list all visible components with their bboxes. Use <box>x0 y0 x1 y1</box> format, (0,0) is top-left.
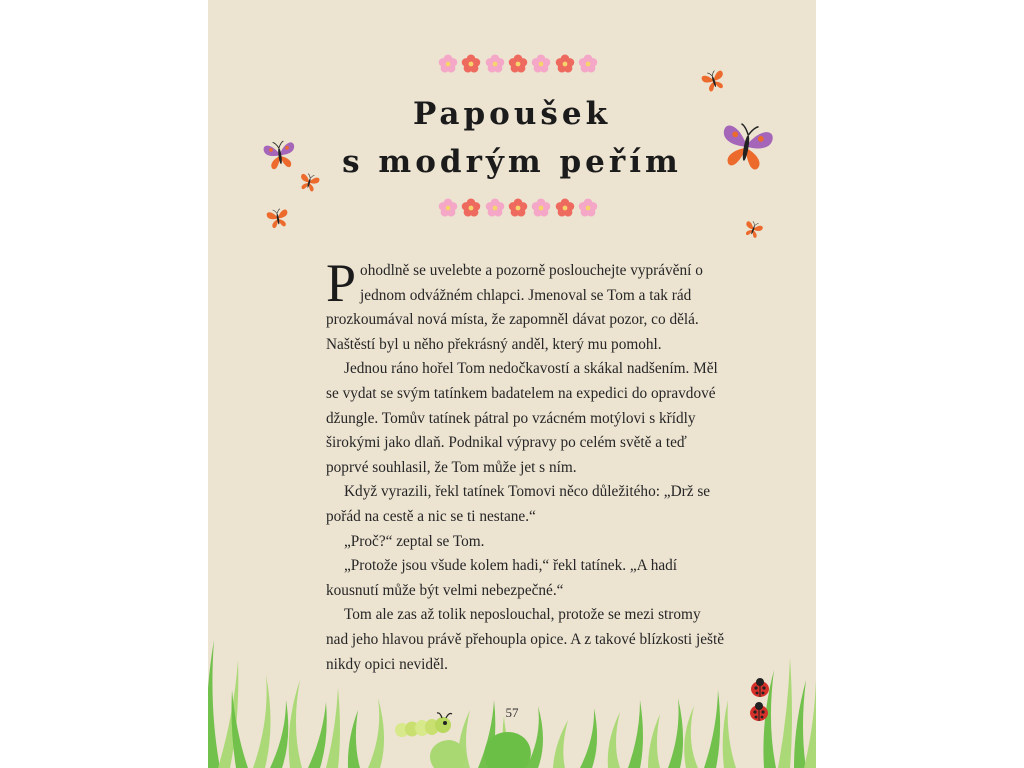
flower-icon <box>578 198 598 218</box>
title-line-1: Papoušek <box>412 96 612 132</box>
drop-cap: P <box>326 253 357 313</box>
flower-icon <box>508 54 528 74</box>
butterfly-icon <box>260 137 300 176</box>
flower-icon <box>485 198 505 218</box>
title-line-2: s modrým peřím <box>342 144 682 180</box>
flower-icon <box>461 54 481 74</box>
flower-icon <box>438 198 458 218</box>
book-page <box>208 0 816 768</box>
grass-illustration <box>208 640 816 768</box>
flower-icon <box>485 54 505 74</box>
flower-icon <box>531 54 551 74</box>
flower-icon <box>555 54 575 74</box>
flower-icon <box>508 198 528 218</box>
story-text <box>326 253 726 677</box>
story-paragraph: Pohodlně se uvelebte a pozorně poslouchejte vyprávění o jednom odvážném chlapci. Jmenoval se Tom a tak rád prozkoumával nová místa, že zapomněl dávat pozor, co dělá. Naštěstí byl u něho překrásný anděl, který mu pomohl. <box>326 253 703 353</box>
flower-icon <box>555 198 575 218</box>
page-number: 57 <box>505 705 519 720</box>
butterfly-icon <box>296 170 322 195</box>
story-paragraph: Tom ale zas až tolik neposlouchal, protože se mezi stromy nad jeho hlavou právě přehoupla opice. A z takové blízkosti ještě nikdy opici neviděl. <box>326 606 725 673</box>
flower-icon <box>578 54 598 74</box>
story-paragraph: „Protože jsou všude kolem hadi,“ řekl tatínek. „A hadí kousnutí může být velmi nebezpečné.“ <box>326 557 678 599</box>
butterfly-icon <box>712 117 780 179</box>
story-paragraph: „Proč?“ zeptal se Tom. <box>344 532 485 550</box>
flower-row-bottom <box>438 197 598 219</box>
story-paragraph: Když vyrazili, řekl tatínek Tomovi něco důležitého: „Drž se pořád na cestě a nic se ti nestane.“ <box>326 483 711 525</box>
flower-row-top <box>438 53 598 75</box>
ladybug-icon <box>749 678 771 698</box>
story-paragraph: Jednou ráno hořel Tom nedočkavostí a skákal nadšením. Měl se vydat se svým tatínkem badatelem na expedici do opravdové džungle. Tomův tatínek pátral po vzácném motýlovi s křídly širokými jako dlaň. Podnikal výpravy po celém světě a teď poprvé souhlasil, že Tom může jet s ním. <box>326 360 718 476</box>
flower-icon <box>461 198 481 218</box>
butterfly-icon <box>263 206 292 232</box>
butterfly-icon <box>740 217 766 243</box>
flower-icon <box>438 54 458 74</box>
flower-icon <box>531 198 551 218</box>
